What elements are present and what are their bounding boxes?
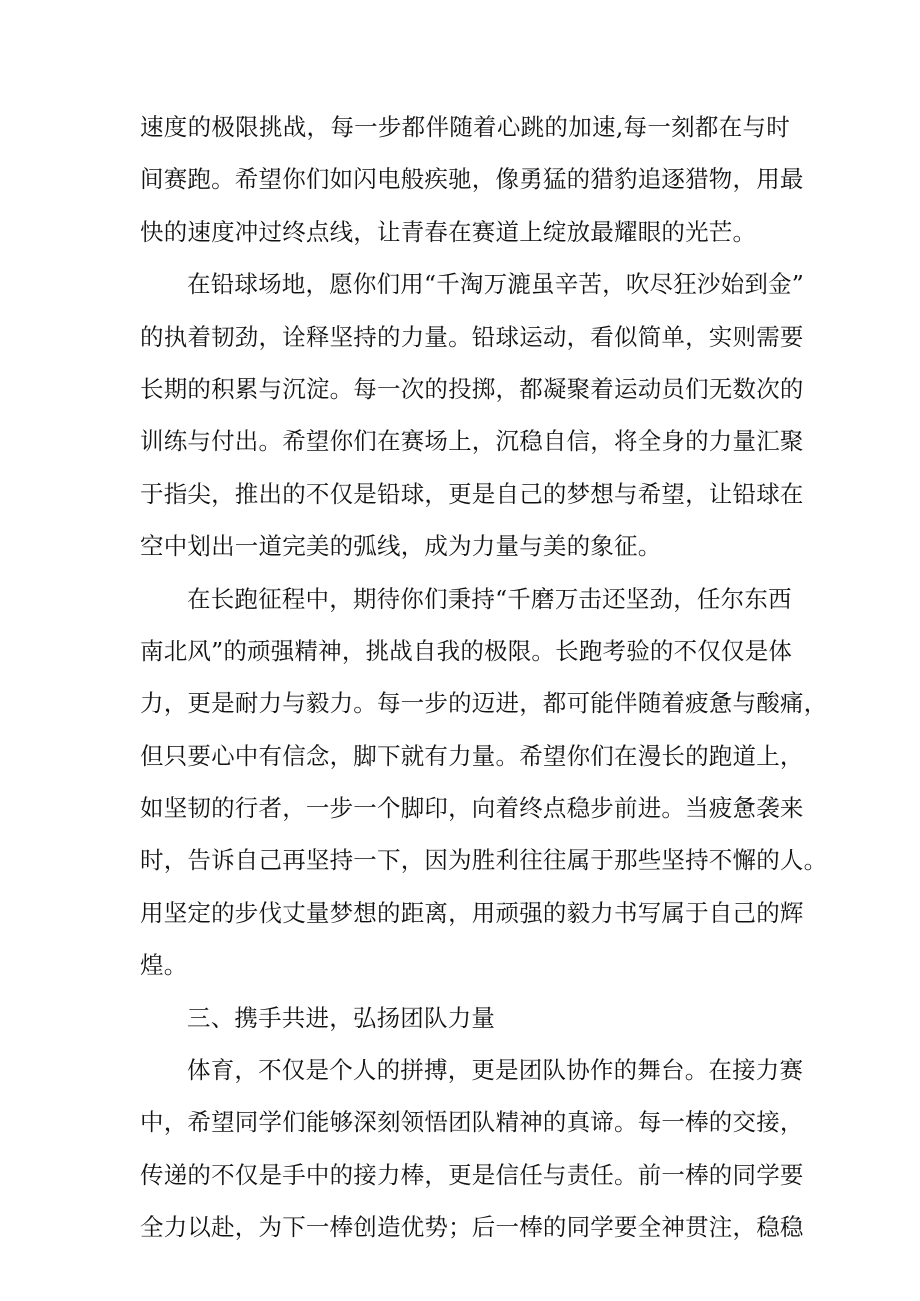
text-line: 快的速度冲过终点线，让青春在赛道上绽放最耀眼的光芒。 — [140, 217, 757, 246]
text-line: 南北风”的顽强精神，挑战自我的极限。长跑考验的不仅仅是体 — [140, 636, 793, 665]
text-line: 如坚韧的行者，一步一个脚印，向着终点稳步前进。当疲惫袭来 — [140, 794, 804, 823]
paragraph-first-line: 体育，不仅是个人的拼搏，更是团队协作的舞台。在接力赛 — [187, 1056, 804, 1085]
text-line: 中，希望同学们能够深刻领悟团队精神的真谛。每一棒的交接， — [140, 1108, 804, 1137]
text-line: 力，更是耐力与毅力。每一步的迈进，都可能伴随着疲惫与酸痛， — [140, 689, 828, 718]
text-line: 用坚定的步伐丈量梦想的距离，用顽强的毅力书写属于自己的辉 — [140, 898, 804, 927]
body-text — [140, 101, 828, 1254]
text-line: 速度的极限挑战，每一步都伴随着心跳的加速,每一刻都在与时 — [140, 113, 790, 141]
text-line: 训练与付出。希望你们在赛场上，沉稳自信，将全身的力量汇聚 — [140, 427, 804, 456]
text-line: 的执着韧劲，诠释坚持的力量。铅球运动，看似简单，实则需要 — [140, 322, 804, 351]
paragraph-first-line: 在铅球场地，愿你们用“千淘万漉虽辛苦，吹尽狂沙始到金” — [187, 270, 804, 299]
paragraph-first-line: 在长跑征程中，期待你们秉持“千磨万击还坚劲，任尔东西 — [187, 584, 792, 613]
text-line: 空中划出一道完美的弧线，成为力量与美的象征。 — [140, 532, 662, 561]
section-heading: 三、携手共进，弘扬团队力量 — [187, 1003, 496, 1032]
text-line: 时，告诉自己再坚持一下，因为胜利往往属于那些坚持不懈的人。 — [140, 846, 828, 875]
text-line: 煌。 — [140, 951, 188, 980]
text-line: 长期的积累与沉淀。每一次的投掷，都凝聚着运动员们无数次的 — [140, 374, 804, 403]
text-line: 全力以赴，为下一棒创造优势；后一棒的同学要全神贯注，稳稳 — [140, 1213, 804, 1242]
text-line: 于指尖，推出的不仅是铅球，更是自己的梦想与希望，让铅球在 — [140, 479, 804, 508]
text-line: 间赛跑。希望你们如闪电般疾驰，像勇猛的猎豹追逐猎物，用最 — [140, 165, 804, 194]
text-line: 传递的不仅是手中的接力棒，更是信任与责任。前一棒的同学要 — [140, 1160, 804, 1189]
text-line: 但只要心中有信念，脚下就有力量。希望你们在漫长的跑道上， — [140, 741, 804, 770]
